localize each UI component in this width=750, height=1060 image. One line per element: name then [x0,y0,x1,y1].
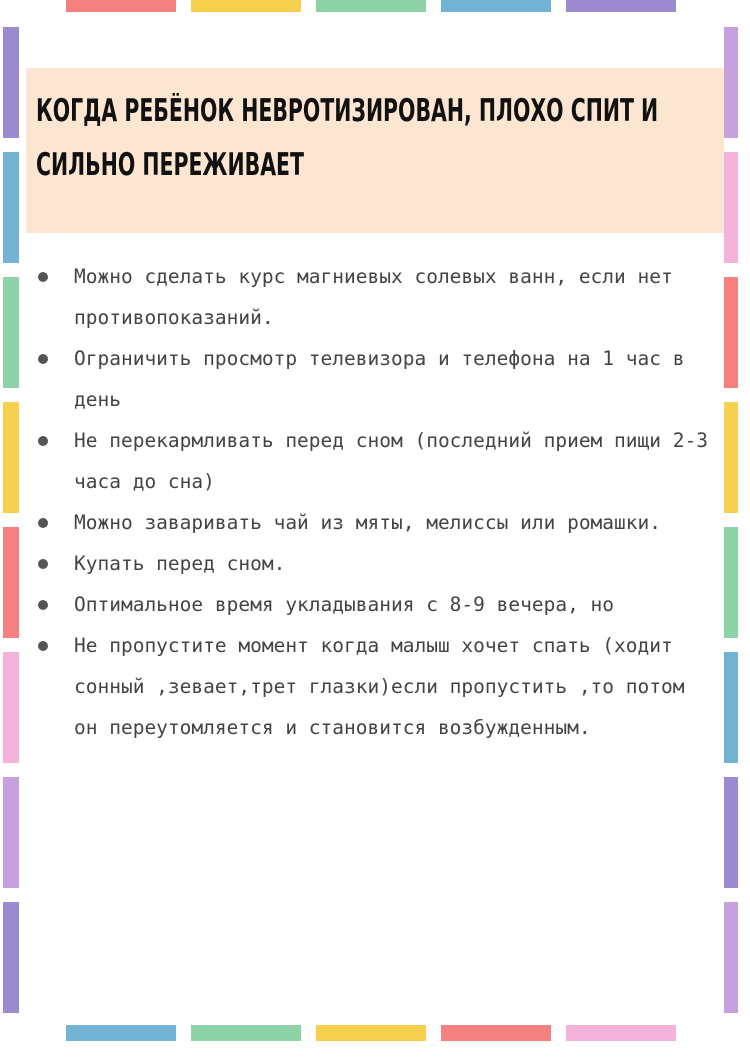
border-bar [566,0,676,12]
list-item [34,625,714,748]
border-bar [724,277,738,388]
list-item [34,256,714,338]
border-bar [724,402,738,513]
border-bar [3,902,19,1013]
bullet-icon [38,600,48,610]
border-bar [191,0,301,12]
border-bar [724,777,738,888]
list-item [34,502,714,543]
border-bar [3,152,19,263]
bullet-icon [38,559,48,569]
border-bar [724,27,738,138]
border-bar [66,0,176,12]
list-item-text: Можно заваривать чай из мяты, мелиссы или ромашки. [74,511,661,534]
border-bar [724,527,738,638]
list-item [34,338,714,420]
border-bar [3,527,19,638]
list-item-text: Оптимальное время укладывания с 8-9 вечера, но [74,593,615,616]
list-item [34,543,714,584]
page-title: КОГДА РЕБЁНОК НЕВРОТИЗИРОВАН, ПЛОХО СПИТ И СИЛЬНО ПЕРЕЖИВАЕТ [36,93,659,183]
border-bar [191,1025,301,1041]
border-bar [724,152,738,263]
bullet-icon [38,354,48,364]
bullet-icon [38,518,48,528]
list-item-text: Не перекармливать перед сном (последний прием пищи 2-3 часа до сна) [74,429,708,493]
border-bar [3,277,19,388]
border-bar [3,777,19,888]
list-item [34,584,714,625]
border-bar [3,402,19,513]
border-bar [66,1025,176,1041]
border-bar [316,0,426,12]
list-item-text: Ограничить просмотр телевизора и телефона на 1 час в день [74,347,685,411]
list-item-text: Купать перед сном. [74,552,286,575]
title-banner [26,68,724,233]
bullet-icon [38,436,48,446]
list-item-text: Можно сделать курс магниевых солевых ванн, если нет противопоказаний. [74,265,673,329]
bullet-icon [38,272,48,282]
border-bar [566,1025,676,1041]
border-bar [3,652,19,763]
bullet-icon [38,641,48,651]
border-bar [441,1025,551,1041]
tips-list [34,256,714,748]
border-bar [724,652,738,763]
border-bar [724,902,738,1013]
border-bar [441,0,551,12]
list-item-text: Не пропустите момент когда малыш хочет спать (ходит сонный ,зевает,трет глазки)если пропустить ,то потом он переутомляется и становится возбужденным. [74,634,685,739]
border-bar [3,27,19,138]
border-bar [316,1025,426,1041]
list-item [34,420,714,502]
